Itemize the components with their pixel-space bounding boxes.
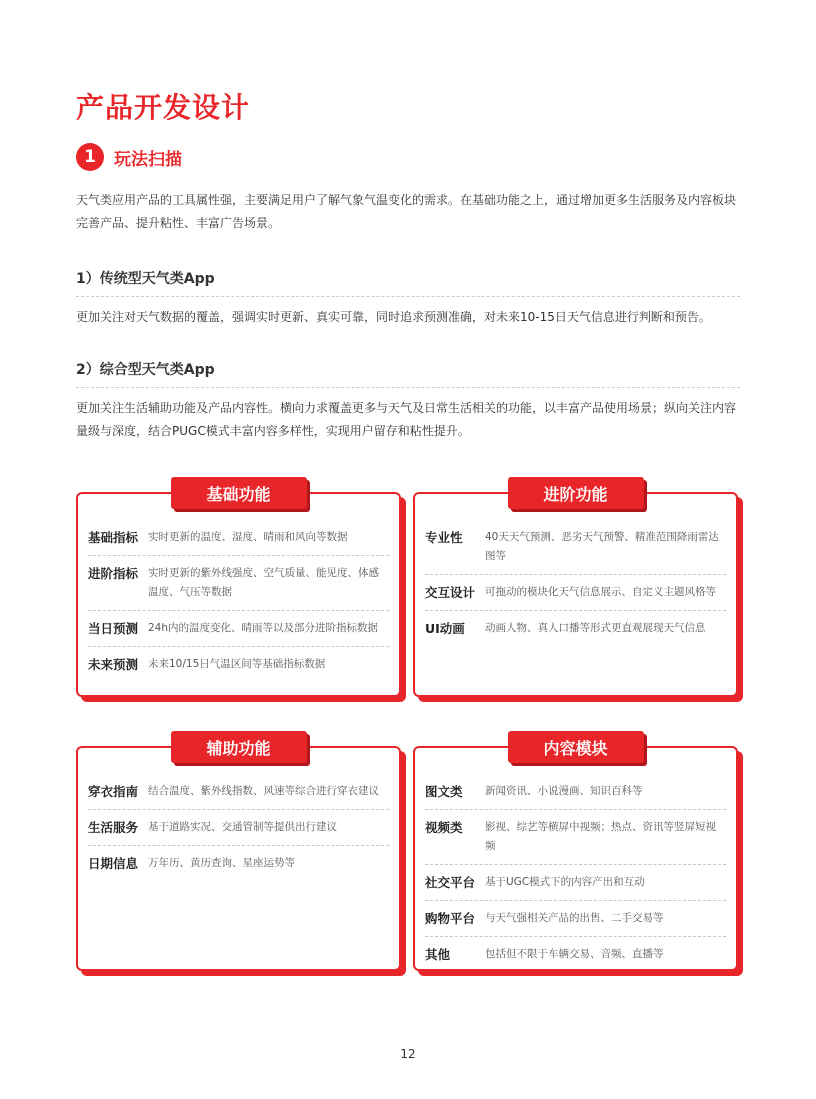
feature-label: 交互设计 xyxy=(425,585,476,600)
section-number-badge: 1 xyxy=(76,143,104,171)
card-basic-features xyxy=(76,484,401,697)
feature-row xyxy=(425,865,726,901)
feature-desc: 实时更新的温度、湿度、晴雨和风向等数据 xyxy=(148,531,348,543)
feature-row xyxy=(88,611,389,647)
card-content-modules xyxy=(413,738,738,971)
feature-label: 基础指标 xyxy=(88,530,139,545)
subsection-title-traditional: 1）传统型天气类App xyxy=(76,271,215,287)
feature-desc: 可拖动的模块化天气信息展示、自定义主题风格等 xyxy=(485,586,716,598)
divider xyxy=(76,387,740,388)
page-number: 12 xyxy=(400,1047,416,1061)
feature-label: 进阶指标 xyxy=(88,566,139,581)
feature-label: UI动画 xyxy=(425,621,465,636)
feature-desc: 40天天气预测、恶劣天气预警、精准范围降雨雷达图等 xyxy=(485,531,719,562)
feature-row xyxy=(88,774,389,810)
feature-label: 日期信息 xyxy=(88,856,139,871)
feature-label: 未来预测 xyxy=(88,657,139,672)
feature-label: 当日预测 xyxy=(88,621,139,636)
feature-desc: 万年历、黄历查询、星座运势等 xyxy=(148,857,295,869)
feature-desc: 24h内的温度变化、晴雨等以及部分进阶指标数据 xyxy=(148,622,379,634)
feature-label: 专业性 xyxy=(425,530,463,545)
feature-row xyxy=(88,556,389,611)
feature-desc: 与天气强相关产品的出售、二手交易等 xyxy=(485,912,664,924)
feature-row xyxy=(425,901,726,937)
subsection-text-traditional: 更加关注对天气数据的覆盖，强调实时更新、真实可靠，同时追求预测准确，对未来10-15日天气信息进行判断和预告。 xyxy=(76,310,711,324)
feature-row xyxy=(88,846,389,881)
section-title: 玩法扫描 xyxy=(114,149,182,170)
subsection-text-comprehensive: 更加关注生活辅助功能及产品内容性。横向力求覆盖更多与天气及日常生活相关的功能，以丰富产品使用场景；纵向关注内容量级与深度，结合PUGC模式丰富内容多样性，实现用户留存和粘性提升。 xyxy=(76,401,737,438)
feature-desc: 基于道路实况、交通管制等提供出行建议 xyxy=(148,821,337,833)
feature-row xyxy=(425,575,726,611)
card-title: 进阶功能 xyxy=(508,477,644,509)
feature-desc: 新闻资讯、小说漫画、知识百科等 xyxy=(485,785,643,797)
page-title: 产品开发设计 xyxy=(76,91,251,124)
feature-desc: 实时更新的紫外线强度、空气质量、能见度、体感温度、气压等数据 xyxy=(148,567,379,598)
card-title: 辅助功能 xyxy=(171,731,307,763)
feature-label: 视频类 xyxy=(425,820,463,835)
feature-row xyxy=(88,520,389,556)
feature-row xyxy=(425,520,726,575)
feature-label: 社交平台 xyxy=(425,875,476,890)
feature-label: 穿衣指南 xyxy=(88,784,139,799)
feature-row xyxy=(425,611,726,646)
card-title: 内容模块 xyxy=(508,731,644,763)
divider xyxy=(76,296,740,297)
card-title: 基础功能 xyxy=(171,477,307,509)
section-heading xyxy=(76,142,182,172)
feature-desc: 结合温度、紫外线指数、风速等综合进行穿衣建议 xyxy=(148,785,379,797)
feature-label: 其他 xyxy=(425,947,451,962)
feature-row xyxy=(88,647,389,682)
feature-desc: 影视、综艺等横屏中视频；热点、资讯等竖屏短视频 xyxy=(485,821,716,852)
feature-row xyxy=(425,937,726,972)
feature-row xyxy=(88,810,389,846)
feature-desc: 未来10/15日气温区间等基础指标数据 xyxy=(148,658,326,670)
feature-desc: 动画人物、真人口播等形式更直观展现天气信息 xyxy=(485,622,706,634)
feature-row xyxy=(425,810,726,865)
feature-desc: 基于UGC模式下的内容产出和互动 xyxy=(485,876,645,888)
feature-label: 图文类 xyxy=(425,784,463,799)
intro-paragraph: 天气类应用产品的工具属性强，主要满足用户了解气象气温变化的需求。在基础功能之上，通过增加更多生活服务及内容板块完善产品、提升粘性、丰富广告场景。 xyxy=(76,193,737,230)
feature-label: 购物平台 xyxy=(425,911,476,926)
card-advanced-features xyxy=(413,484,738,697)
feature-desc: 包括但不限于车辆交易、音频、直播等 xyxy=(485,948,664,960)
card-auxiliary-features xyxy=(76,738,401,971)
feature-label: 生活服务 xyxy=(88,820,139,835)
feature-row xyxy=(425,774,726,810)
subsection-title-comprehensive: 2）综合型天气类App xyxy=(76,362,215,378)
